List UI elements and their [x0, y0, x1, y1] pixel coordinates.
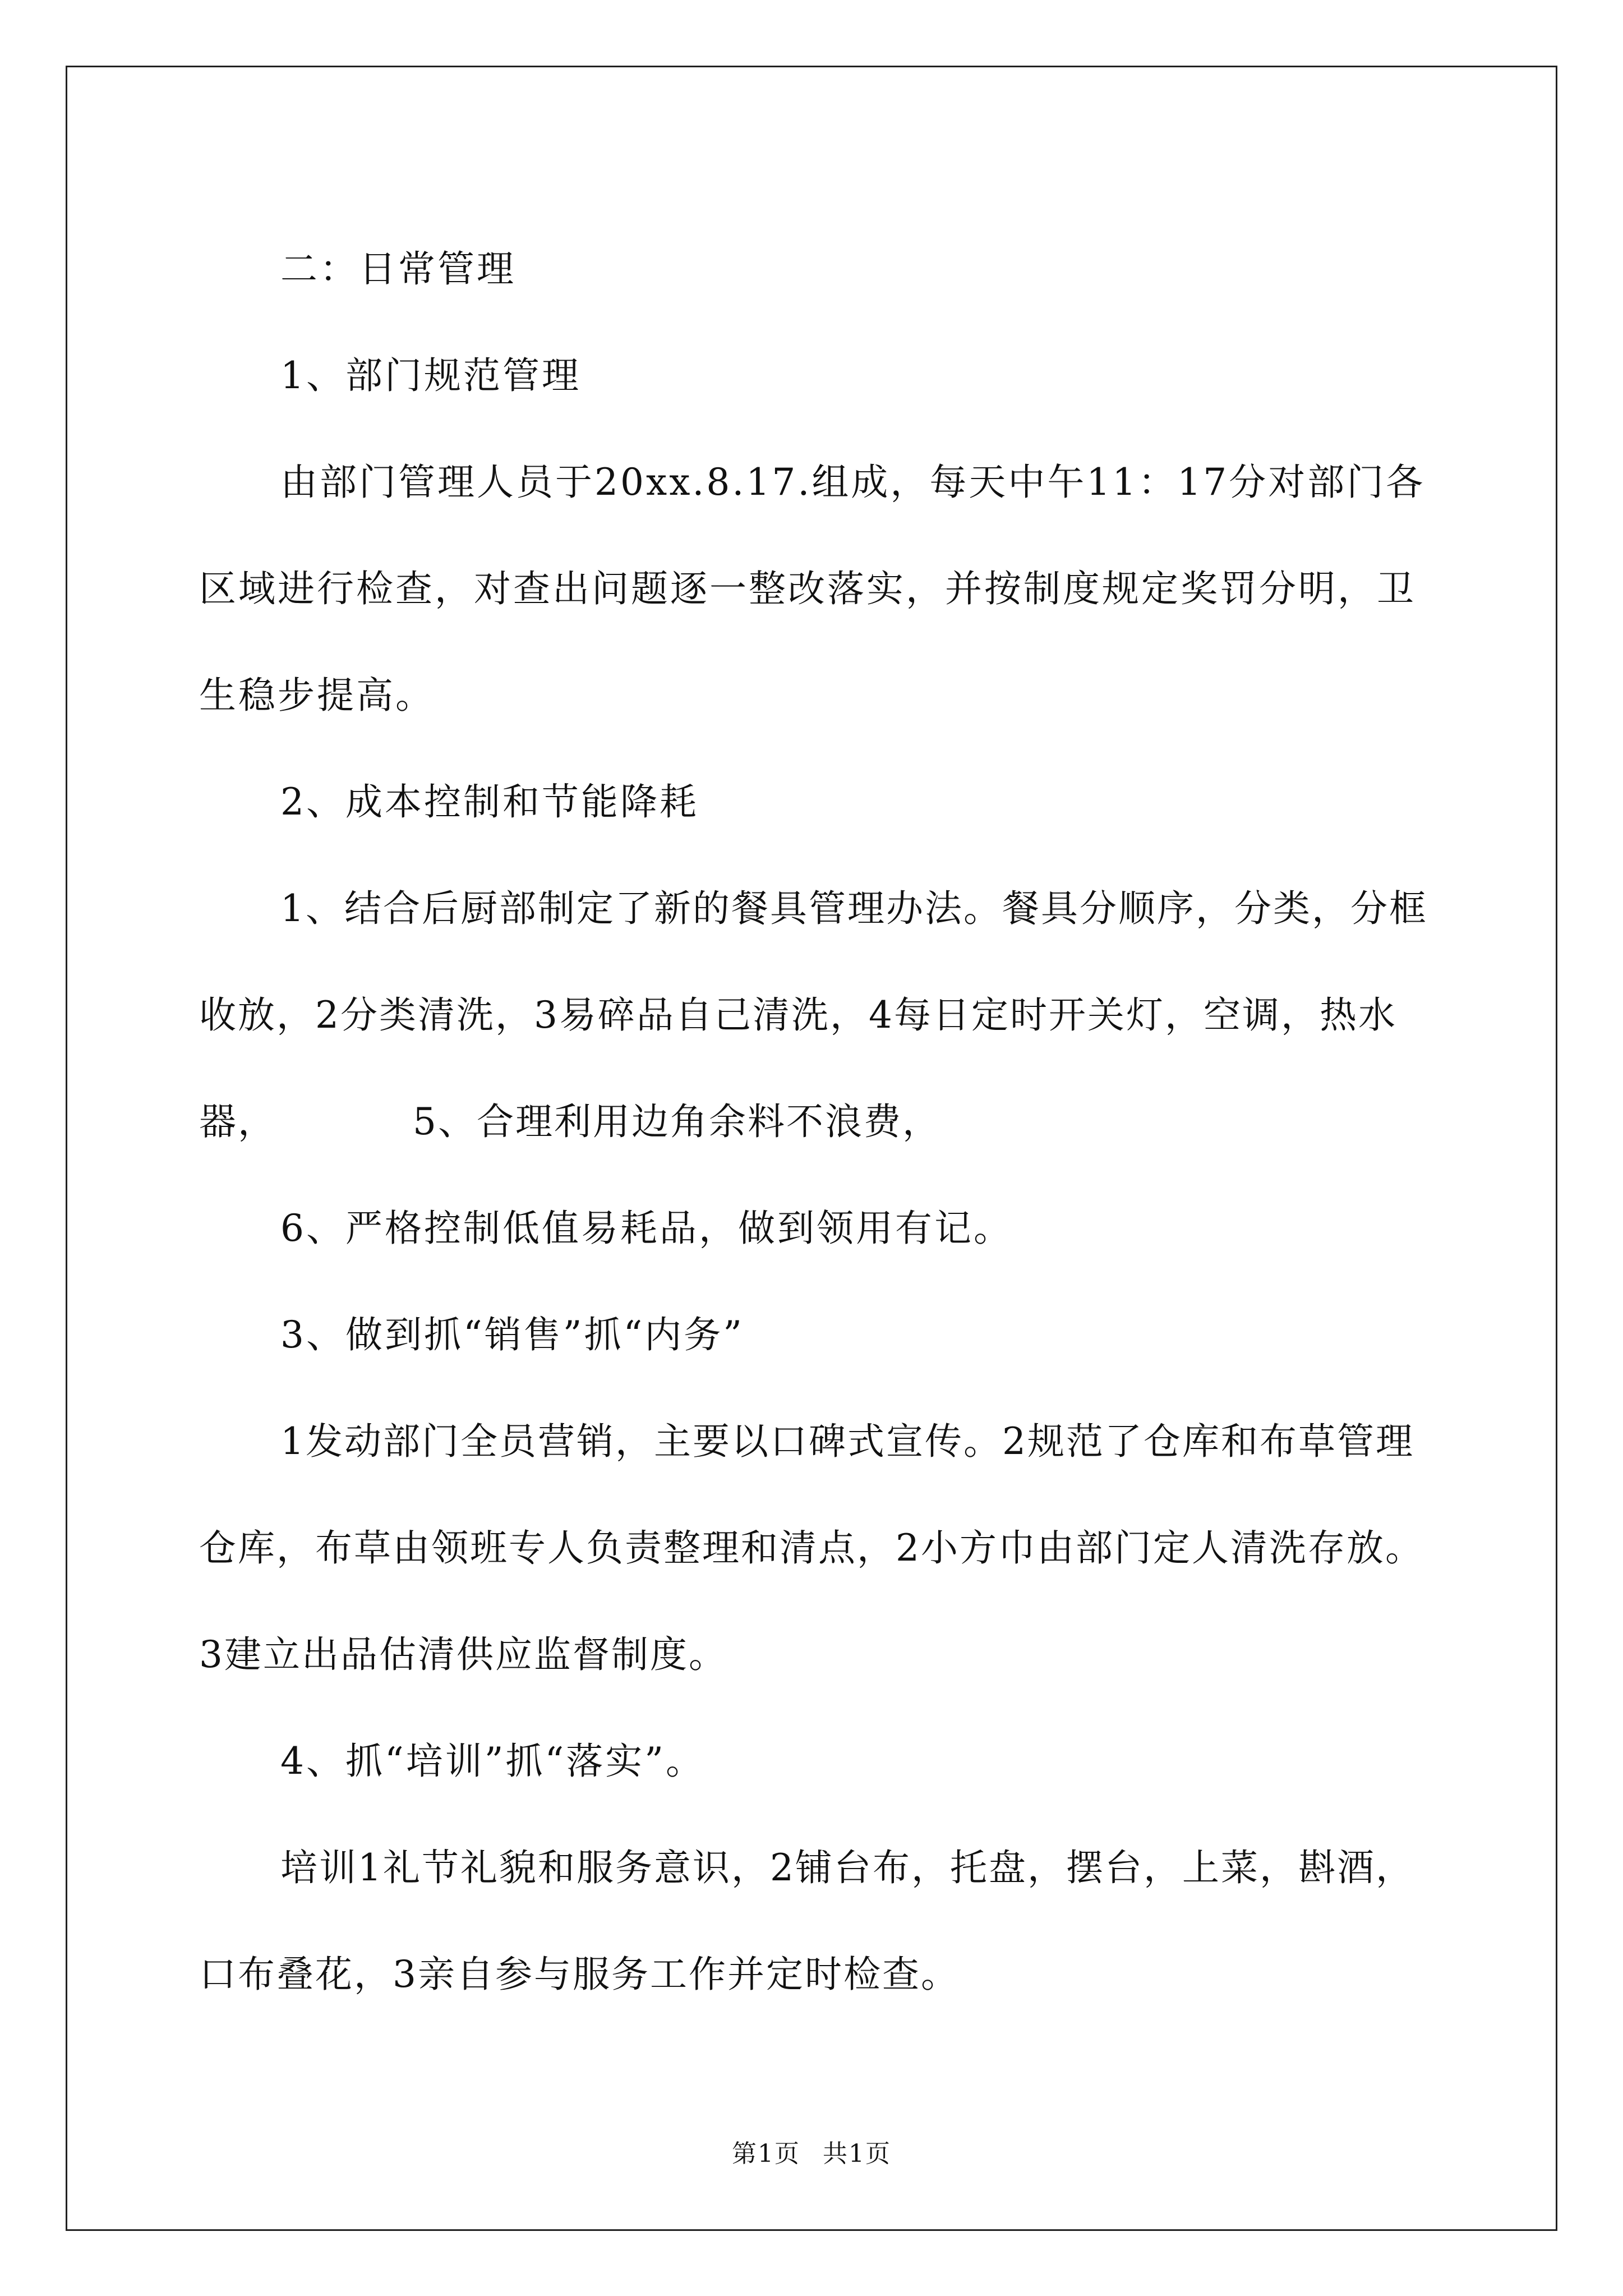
- body-paragraph: 培训1礼节礼貌和服务意识，2铺台布，托盘，摆台，上菜，斟酒，口布叠花，3亲自参与服务工作并定时检查。: [199, 1846, 1414, 1996]
- section-heading: 二：日常管理: [280, 247, 516, 291]
- body-paragraph: 由部门管理人员于20xx.8.17.组成，每天中午11：17分对部门各区域进行检查，对查出问题逐一整改落实，并按制度规定奖罚分明，卫生稳步提高。: [199, 461, 1426, 717]
- body-paragraph: 1发动部门全员营销，主要以口碑式宣传。2规范了仓库和布草管理仓库，布草由领班专人负责整理和清点，2小方巾由部门定人清洗存放。3建立出品估清供应监督制度。: [199, 1420, 1424, 1676]
- page-footer: [0, 2137, 1623, 2171]
- document-body: [199, 216, 1433, 2028]
- subsection-heading: 4、抓“培训”抓“落实”。: [280, 1740, 705, 1783]
- subsection-heading: 1、部门规范管理: [280, 354, 581, 397]
- subsection-heading: 2、成本控制和节能降耗: [280, 780, 699, 823]
- page-total: 共1页: [823, 2139, 891, 2168]
- body-paragraph: 6、严格控制低值易耗品，做到领用有记。: [280, 1207, 1013, 1250]
- page-number: 第1页: [732, 2139, 800, 2168]
- subsection-heading: 3、做到抓“销售”抓“内务”: [280, 1313, 744, 1356]
- body-paragraph: 1、结合后厨部制定了新的餐具管理办法。餐具分顺序，分类，分框收放，2分类清洗，3易碎品自己清洗，4每日定时开关灯，空调，热水器， 5、合理利用边角余料不浪费，: [199, 887, 1428, 1143]
